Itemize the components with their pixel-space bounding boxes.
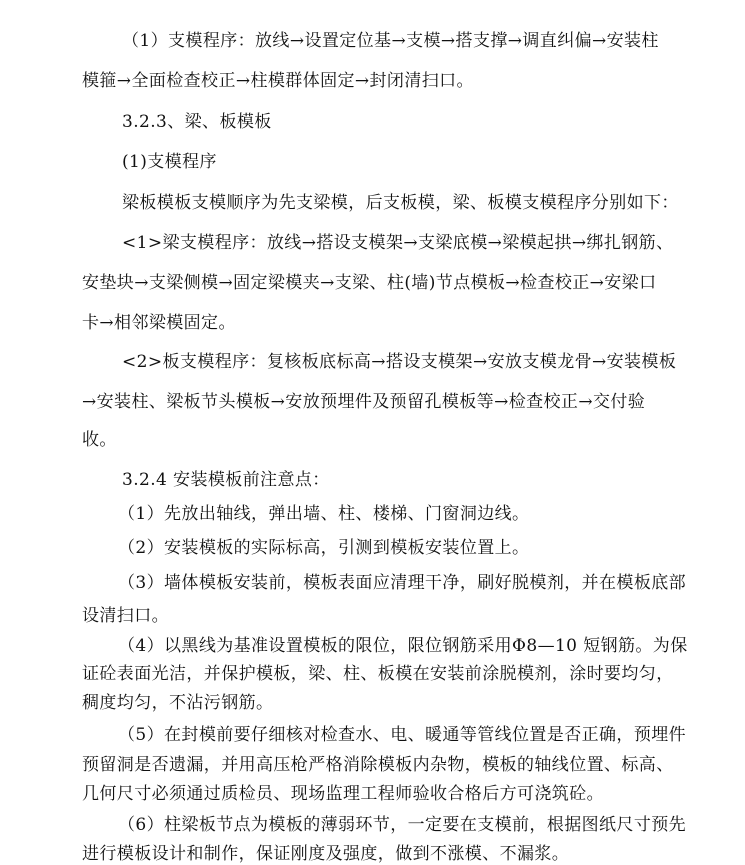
section-heading-3-2-3: 3.2.3、梁、板模板 — [122, 112, 272, 132]
text-line-7: 安垫块→支梁侧模→固定梁模夹→支梁、柱(墙)节点模板→检查校正→安梁口 — [82, 273, 657, 293]
text-line-11: 收。 — [82, 430, 117, 450]
text-line-14: （2）安装模板的实际标高，引测到模板安装位置上。 — [118, 538, 530, 558]
text-line-15: （3）墙体模板安装前，模板表面应清理干净，刷好脱模剂，并在模板底部 — [118, 573, 687, 593]
text-line-20: （5）在封模前要仔细核对检查水、电、暖通等管线位置是否正确，预埋件 — [118, 725, 687, 745]
text-line-21: 预留洞是否遗漏，并用高压枪严格消除模板内杂物，模板的轴线位置、标高、 — [82, 755, 674, 775]
text-line-16: 设清扫口。 — [82, 606, 169, 626]
text-line-9: <2>板支模程序：复核板底标高→搭设支模架→安放支模龙骨→安装模板 — [122, 352, 677, 372]
text-line-8: 卡→相邻梁模固定。 — [82, 313, 236, 333]
section-heading-3-2-4: 3.2.4 安装模板前注意点： — [122, 470, 330, 490]
text-line-13: （1）先放出轴线，弹出墙、柱、楼梯、门窗洞边线。 — [118, 504, 530, 524]
text-line-19: 稠度均匀，不沾污钢筋。 — [82, 693, 274, 713]
text-line-23: （6）柱梁板节点为模板的薄弱环节，一定要在支模前，根据图纸尺寸预先 — [118, 815, 687, 835]
text-line-10: →安装柱、梁板节头模板→安放预埋件及预留孔模板等→检查校正→交付验 — [82, 392, 646, 412]
text-line-5: 梁板模板支模顺序为先支梁模，后支板模，梁、板模支模程序分别如下： — [122, 193, 679, 213]
text-line-18: 证砼表面光洁，并保护模板，梁、柱、板模在安装前涂脱模剂，涂时要均匀， — [82, 664, 674, 684]
text-line-1: （1）支模程序：放线→设置定位基→支模→搭支撑→调直纠偏→安装柱 — [122, 31, 659, 51]
text-line-17: （4）以黑线为基准设置模板的限位，限位钢筋采用Φ8—10 短钢筋。为保 — [118, 636, 688, 656]
text-line-24: 进行模板设计和制作，保证刚度及强度，做到不涨模、不漏浆。 — [82, 844, 570, 864]
text-line-22: 几何尺寸必须通过质检员、现场监理工程师验收合格后方可浇筑砼。 — [82, 784, 604, 804]
text-line-2: 模箍→全面检查校正→柱模群体固定→封闭清扫口。 — [82, 71, 474, 91]
text-line-4: (1)支模程序 — [122, 152, 217, 172]
text-line-6: <1>梁支模程序：放线→搭设支模架→支梁底模→梁模起拱→绑扎钢筋、 — [122, 233, 674, 253]
